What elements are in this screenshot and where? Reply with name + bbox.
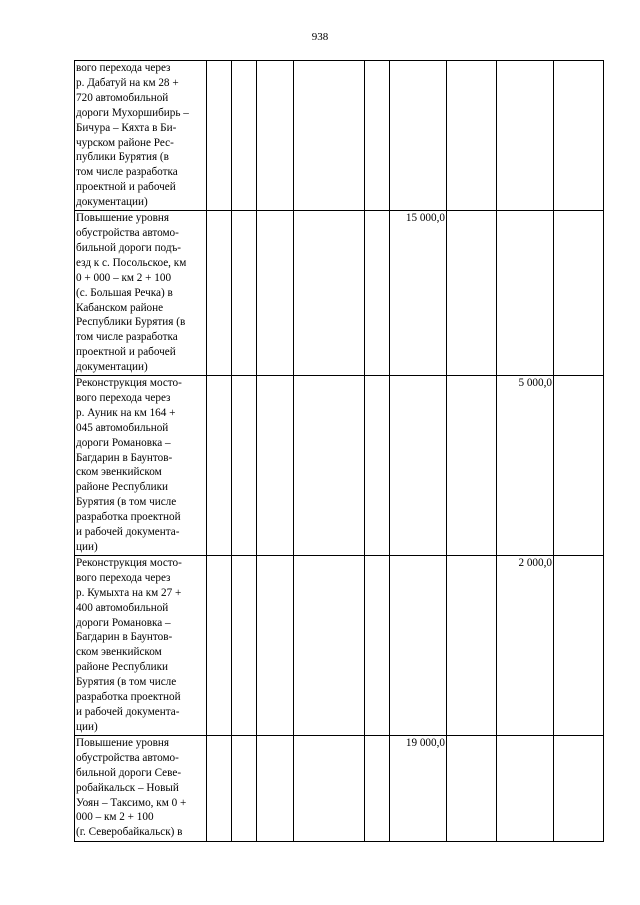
- table-row: [75, 735, 604, 841]
- value-cell: [257, 735, 294, 841]
- value-cell: [554, 376, 604, 556]
- value-cell: [232, 211, 257, 376]
- value-cell: [207, 61, 232, 211]
- description-line: дороги Романовка –: [76, 616, 171, 629]
- row-description: [75, 376, 207, 556]
- value-cell: [257, 211, 294, 376]
- value-cell: [447, 61, 497, 211]
- value-cell: [497, 735, 554, 841]
- description-line: том числе разработка: [76, 331, 178, 344]
- value-cell: [554, 735, 604, 841]
- value-cell: [447, 555, 497, 735]
- description-line: Багдарин в Баунтов-: [76, 631, 173, 644]
- description-line: Бурятия (в том числе: [76, 496, 177, 509]
- value-cell: [294, 376, 365, 556]
- table-row: [75, 211, 604, 376]
- value-cell: [294, 555, 365, 735]
- description-line: документации): [76, 196, 148, 209]
- value-cell: [554, 61, 604, 211]
- description-line: Бурятия (в том числе: [76, 676, 177, 689]
- description-line: разработка проектной: [76, 511, 181, 524]
- description-line: документации): [76, 361, 148, 374]
- value-cell: [365, 211, 390, 376]
- description-line: публики Бурятия (в: [76, 151, 169, 164]
- description-line: проектной и рабочей: [76, 181, 176, 194]
- description-line: Уоян – Таксимо, км 0 +: [76, 796, 187, 809]
- value-cell: [365, 735, 390, 841]
- value-cell: [497, 211, 554, 376]
- row-description: [75, 735, 207, 841]
- value-cell: [207, 211, 232, 376]
- value-cell: [294, 61, 365, 211]
- value-cell: [232, 735, 257, 841]
- description-line: (с. Большая Речка) в: [76, 286, 173, 299]
- value-cell: [257, 376, 294, 556]
- description-line: вого перехода через: [76, 62, 171, 74]
- row-description: [75, 61, 207, 211]
- value-cell: 2 000,0: [497, 555, 554, 735]
- description-line: дороги Романовка –: [76, 436, 171, 449]
- description-line: робайкальск – Новый: [76, 781, 179, 794]
- description-line: (г. Северобайкальск) в: [76, 826, 183, 839]
- description-line: обустройства автомо-: [76, 751, 179, 764]
- value-cell: [447, 211, 497, 376]
- description-line: 000 – км 2 + 100: [76, 811, 154, 824]
- description-line: и рабочей документа-: [76, 526, 180, 539]
- table-row: [75, 376, 604, 556]
- description-line: ции): [76, 720, 98, 733]
- value-cell: [554, 211, 604, 376]
- description-line: Реконструкция мосто-: [76, 377, 182, 390]
- value-cell: [294, 735, 365, 841]
- value-cell: [390, 61, 447, 211]
- value-cell: [447, 376, 497, 556]
- description-line: бильной дороги Севе-: [76, 766, 182, 779]
- description-line: р. Кумыхта на км 27 +: [76, 586, 182, 599]
- description-line: 045 автомобильной: [76, 421, 169, 434]
- description-line: том числе разработка: [76, 166, 178, 179]
- value-cell: [232, 376, 257, 556]
- description-line: разработка проектной: [76, 691, 181, 704]
- value-cell: [294, 211, 365, 376]
- description-line: проектной и рабочей: [76, 346, 176, 359]
- description-line: Повышение уровня: [76, 212, 169, 225]
- value-cell: [390, 376, 447, 556]
- description-line: 400 автомобильной: [76, 601, 169, 614]
- value-cell: [447, 735, 497, 841]
- value-cell: [232, 555, 257, 735]
- description-line: р. Дабатуй на км 28 +: [76, 76, 179, 89]
- table-row: [75, 555, 604, 735]
- description-line: бильной дороги подъ-: [76, 241, 182, 254]
- value-cell: [365, 555, 390, 735]
- description-line: ции): [76, 541, 98, 553]
- value-cell: [497, 61, 554, 211]
- value-cell: 19 000,0: [390, 735, 447, 841]
- value-cell: [390, 555, 447, 735]
- description-line: дороги Мухоршибирь –: [76, 106, 189, 119]
- description-line: и рабочей документа-: [76, 705, 180, 718]
- description-line: чурском районе Рес-: [76, 136, 174, 149]
- description-line: Реконструкция мосто-: [76, 556, 182, 569]
- value-cell: [207, 376, 232, 556]
- description-line: р. Ауник на км 164 +: [76, 406, 176, 419]
- value-cell: [257, 555, 294, 735]
- page-number: 938: [311, 31, 329, 43]
- description-line: Республики Бурятия (в: [76, 316, 186, 329]
- description-line: ском эвенкийском: [76, 646, 162, 659]
- value-cell: [257, 61, 294, 211]
- value-cell: [232, 61, 257, 211]
- value-cell: [365, 376, 390, 556]
- row-description: [75, 211, 207, 376]
- description-line: вого перехода через: [76, 571, 171, 584]
- value-cell: [365, 61, 390, 211]
- description-line: районе Республики: [76, 481, 169, 494]
- description-line: Багдарин в Баунтов-: [76, 451, 173, 464]
- description-line: Повышение уровня: [76, 736, 169, 749]
- description-line: езд к с. Посольское, км: [76, 256, 187, 269]
- description-line: ском эвенкийском: [76, 466, 162, 479]
- description-line: районе Республики: [76, 661, 169, 674]
- budget-table: [74, 60, 604, 842]
- row-description: [75, 555, 207, 735]
- description-line: вого перехода через: [76, 391, 171, 404]
- table-row: [75, 61, 604, 211]
- description-line: 0 + 000 – км 2 + 100: [76, 271, 172, 284]
- description-line: Бичура – Кяхта в Би-: [76, 121, 177, 134]
- value-cell: 15 000,0: [390, 211, 447, 376]
- value-cell: [207, 555, 232, 735]
- description-line: 720 автомобильной: [76, 91, 169, 104]
- value-cell: 5 000,0: [497, 376, 554, 556]
- description-line: обустройства автомо-: [76, 226, 179, 239]
- description-line: Кабанском районе: [76, 301, 164, 314]
- value-cell: [554, 555, 604, 735]
- value-cell: [207, 735, 232, 841]
